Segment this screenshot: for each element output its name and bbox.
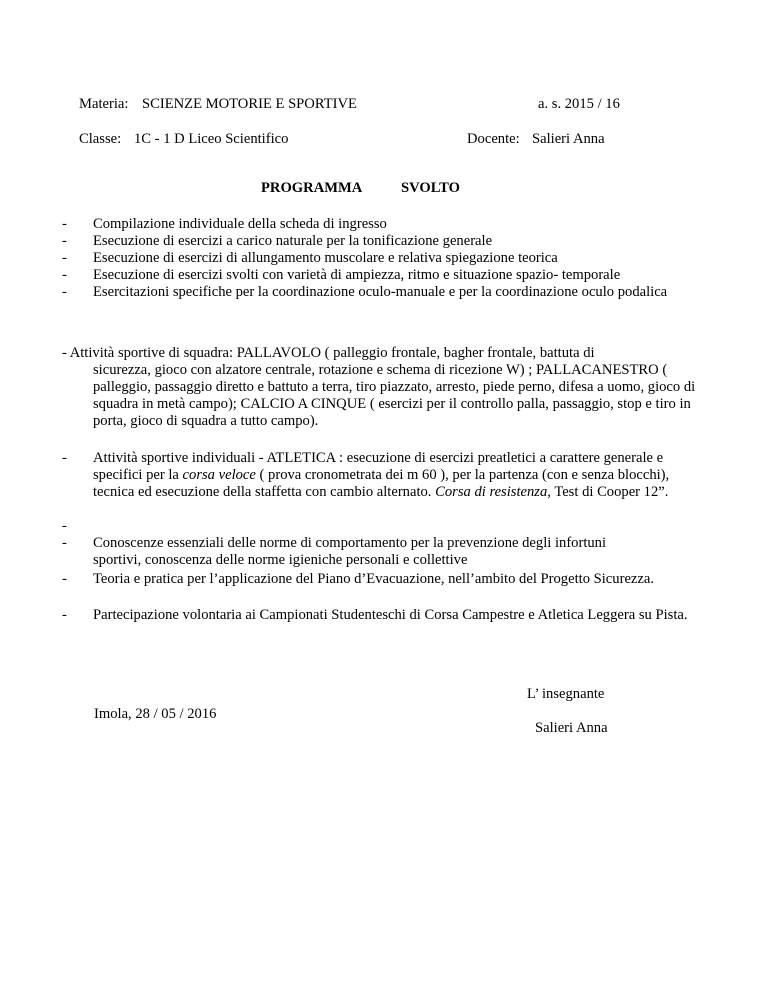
safety-paragraph: Teoria e pratica per l’applicazione del Piano d’Evacuazione, nell’ambito del Progetto Sicurezza.	[93, 571, 654, 587]
teacher-label: Docente:	[467, 131, 520, 147]
bullet-dash: -	[62, 607, 67, 623]
bullet-dash: -	[62, 535, 67, 551]
signature-label: L’ insegnante	[527, 686, 605, 702]
individual-sports-text-3: , Test di Cooper 12”.	[547, 484, 669, 500]
individual-sports-text-1: Attività sportive individuali - ATLETICA : esecuzione di esercizi preatletici a carattere generale e specifici per la	[93, 450, 664, 483]
bullet-dash: -	[62, 267, 67, 283]
list-item-text: Compilazione individuale della scheda di ingresso	[93, 216, 387, 232]
title-word-svolto: SVOLTO	[401, 180, 460, 196]
corsa-resistenza-text: Corsa di resistenza	[435, 484, 548, 500]
bullet-dash: -	[62, 233, 67, 249]
school-year: a. s. 2015 / 16	[538, 96, 620, 112]
place-date: Imola, 28 / 05 / 2016	[94, 706, 217, 722]
subject-value: SCIENZE MOTORIE E SPORTIVE	[142, 96, 357, 112]
class-value: 1C - 1 D Liceo Scientifico	[134, 131, 289, 147]
list-item-text: Esercitazioni specifiche per la coordinazione oculo-manuale e per la coordinazione oculo podalica	[93, 284, 668, 300]
subject-label: Materia:	[79, 96, 129, 112]
list-item-text: Esecuzione di esercizi svolti con varietà di ampiezza, ritmo e situazione spazio- temporale	[93, 267, 621, 283]
team-sports-first-line: - Attività sportive di squadra: PALLAVOLO ( palleggio frontale, bagher frontale, battuta di	[62, 345, 595, 361]
bullet-dash: -	[62, 450, 67, 466]
bullet-dash: -	[62, 284, 67, 300]
list-item-text: Esecuzione di esercizi di allungamento muscolare e relativa spiegazione teorica	[93, 250, 558, 266]
class-label: Classe:	[79, 131, 122, 147]
individual-sports-text-2: ( prova cronometrata dei m 60 ), per la partenza (con e senza blocchi), tecnica ed esecuzione della staffetta con cambio alternato.	[93, 467, 670, 500]
bullet-dash: -	[62, 571, 67, 587]
team-sports-paragraph	[62, 345, 722, 430]
bullet-dash: -	[62, 518, 67, 534]
list-item-text: Esecuzione di esercizi a carico naturale per la tonificazione generale	[93, 233, 493, 249]
individual-sports-paragraph	[93, 450, 705, 501]
team-sports-text: sicurezza, gioco con alzatore centrale, rotazione e schema di ricezione W) ; PALLACANESTRO ( palleggio, passaggio diretto e battuto a terra, tiro piazzato, arresto, piede perno, difesa a uomo, gioco di squadra in metà campo); CALCIO A CINQUE ( esercizi per il controllo palla, passaggio, stop e tiro in porta, gioco di squadra a tutto campo).	[93, 362, 696, 429]
title-word-programma: PROGRAMMA	[261, 180, 363, 196]
signature-name: Salieri Anna	[535, 720, 608, 736]
bullet-dash: -	[62, 216, 67, 232]
teacher-value: Salieri Anna	[532, 131, 605, 147]
championships-paragraph: Partecipazione volontaria ai Campionati Studenteschi di Corsa Campestre e Atletica Leggera su Pista.	[93, 607, 688, 623]
bullet-dash: -	[62, 250, 67, 266]
norms-paragraph: Conoscenze essenziali delle norme di comportamento per la prevenzione degli infortuni sportivi, conoscenza delle norme igieniche personali e collettive	[93, 535, 607, 568]
corsa-veloce-text: corsa veloce	[182, 467, 256, 483]
